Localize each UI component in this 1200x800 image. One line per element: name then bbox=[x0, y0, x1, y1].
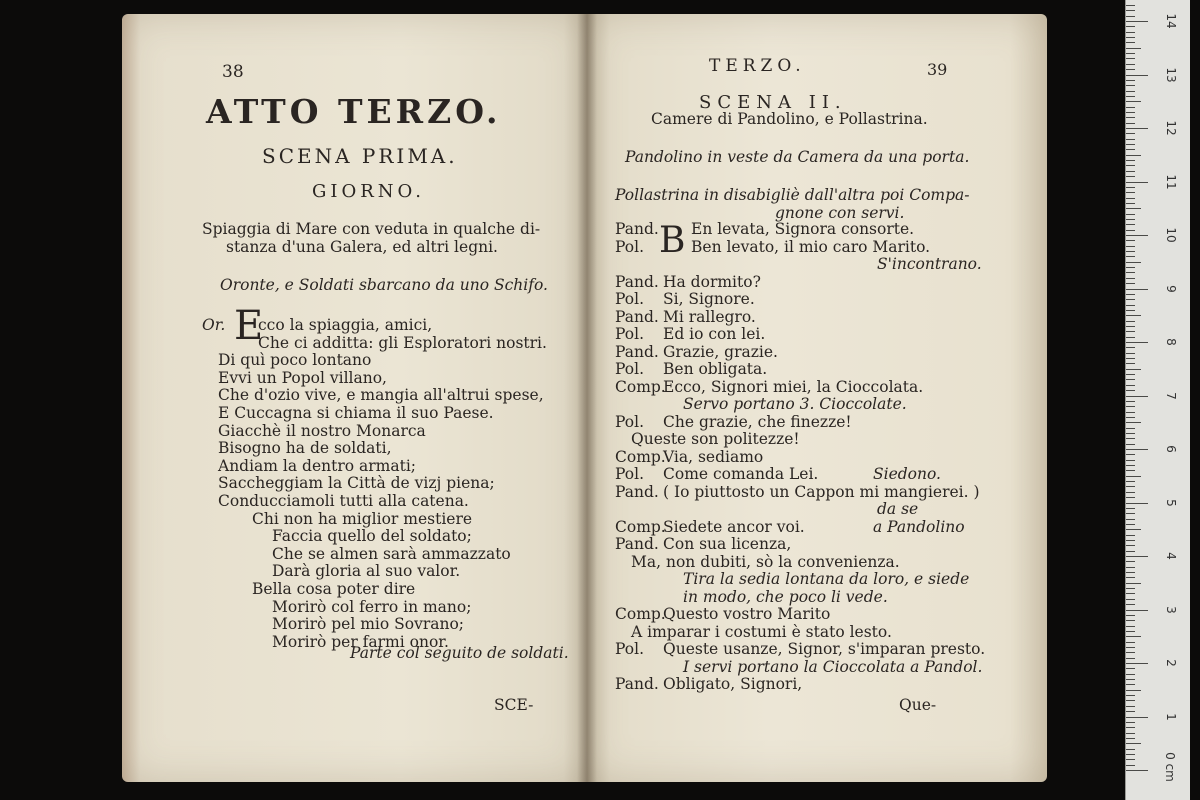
direction-1: Pandolino in veste da Camera da una porta. bbox=[625, 148, 970, 166]
ruler-tick bbox=[1126, 64, 1135, 65]
ruler-tick bbox=[1126, 743, 1141, 744]
ruler-tick bbox=[1126, 192, 1135, 193]
stage-direction: S'incontrano. bbox=[877, 255, 982, 273]
ruler-tick bbox=[1126, 42, 1135, 43]
ruler-number: 13 bbox=[1164, 66, 1178, 83]
ruler-tick bbox=[1126, 460, 1135, 461]
ruler-tick bbox=[1126, 765, 1135, 766]
page-number-right: 39 bbox=[927, 60, 948, 79]
ruler-tick bbox=[1126, 593, 1135, 594]
running-head: TERZO. bbox=[709, 56, 806, 76]
speaker-label: Pand. bbox=[615, 307, 659, 326]
ruler-tick bbox=[1126, 481, 1135, 482]
speaker-label: Pol. bbox=[615, 290, 645, 308]
ruler-tick bbox=[1126, 695, 1135, 696]
ruler-tick bbox=[1126, 577, 1135, 578]
speaker-label: Pand. bbox=[615, 535, 659, 553]
ruler-tick bbox=[1126, 412, 1135, 413]
ruler-tick bbox=[1126, 139, 1135, 140]
ruler-tick bbox=[1126, 652, 1135, 653]
dialogue-line: Queste son politezze! bbox=[631, 430, 800, 448]
ruler-tick bbox=[1126, 117, 1135, 118]
ruler-tick bbox=[1126, 26, 1135, 27]
scene-title: SCENA PRIMA. bbox=[262, 144, 458, 168]
scene-title-right: SCENA II. bbox=[699, 92, 847, 113]
ruler-tick bbox=[1126, 572, 1135, 573]
ruler-number: 14 bbox=[1164, 13, 1178, 29]
dialogue-line: Obligato, Signori, bbox=[663, 675, 803, 693]
ruler-tick bbox=[1126, 551, 1135, 552]
dialogue-line: Ben levato, il mio caro Marito. bbox=[691, 237, 931, 256]
verse-line: Faccia quello del soldato; bbox=[272, 527, 472, 546]
speaker-label: Pand. bbox=[615, 342, 659, 361]
ruler-tick bbox=[1126, 470, 1135, 471]
ruler-tick bbox=[1126, 342, 1148, 343]
speaker-label: Pand. bbox=[615, 220, 659, 238]
dialogue-line: Questo vostro Marito bbox=[663, 605, 831, 623]
ruler-tick bbox=[1126, 588, 1135, 589]
ruler-tick bbox=[1126, 642, 1135, 643]
verse-line: Bella cosa poter dire bbox=[252, 580, 416, 598]
ruler-number: 2 bbox=[1164, 659, 1178, 667]
stage-direction: I servi portano la Cioccolata a Pandol. bbox=[683, 657, 983, 676]
verse-line: Evvi un Popol villano, bbox=[218, 368, 387, 387]
aside-direction: Siedono. bbox=[873, 465, 941, 483]
verse-line: Che se almen sarà ammazzato bbox=[272, 544, 511, 563]
book-gutter bbox=[577, 14, 597, 782]
ruler-tick bbox=[1126, 128, 1148, 129]
speaker-label: Pand. bbox=[615, 675, 659, 693]
ruler-tick bbox=[1126, 476, 1141, 477]
ruler-tick bbox=[1126, 5, 1135, 6]
ruler-tick bbox=[1126, 294, 1135, 295]
ruler-tick bbox=[1126, 107, 1135, 108]
stage-direction: Tira la sedia lontana da loro, e siede bbox=[683, 570, 970, 588]
verse-line: Che d'ozio vive, e mangia all'altrui spese, bbox=[218, 386, 544, 405]
ruler-tick bbox=[1126, 310, 1135, 311]
ruler-tick bbox=[1126, 733, 1135, 734]
ruler-number: 1 bbox=[1164, 712, 1178, 721]
ruler-tick bbox=[1126, 706, 1135, 707]
ruler-tick bbox=[1126, 727, 1135, 728]
stage-direction: Oronte, e Soldati sbarcano da uno Schifo. bbox=[220, 276, 548, 294]
ruler-tick bbox=[1126, 647, 1135, 648]
ruler-tick bbox=[1126, 390, 1135, 391]
speaker-label: Comp. bbox=[615, 517, 666, 536]
setting-line-2: stanza d'una Galera, ed altri legni. bbox=[226, 238, 498, 256]
verse-line: Chi non ha miglior mestiere bbox=[252, 509, 473, 528]
ruler-tick bbox=[1126, 444, 1135, 445]
verse-line: Morirò col ferro in mano; bbox=[272, 597, 472, 616]
ruler-tick bbox=[1126, 465, 1135, 466]
dialogue-line: Siedete ancor voi. bbox=[663, 517, 805, 536]
ruler-tick bbox=[1126, 10, 1135, 11]
dialogue-line: Con sua licenza, bbox=[663, 535, 792, 553]
ruler-tick bbox=[1126, 658, 1135, 659]
dialogue-line: Ed io con lei. bbox=[663, 325, 766, 343]
ruler-tick bbox=[1126, 235, 1148, 236]
ruler-tick bbox=[1126, 85, 1135, 86]
dialogue-line: En levata, Signora consorte. bbox=[691, 220, 915, 238]
speaker-label: Comp. bbox=[615, 605, 666, 623]
ruler-tick bbox=[1126, 738, 1135, 739]
ruler-tick bbox=[1126, 224, 1135, 225]
ruler-number: 6 bbox=[1164, 445, 1178, 453]
verse-line: Di quì poco lontano bbox=[218, 351, 372, 370]
ruler-tick bbox=[1126, 101, 1141, 102]
left-page bbox=[122, 14, 587, 782]
ruler-tick bbox=[1126, 133, 1135, 134]
aside-direction: a Pandolino bbox=[873, 517, 965, 536]
verse-line: Conducciamoli tutti alla catena. bbox=[218, 492, 469, 510]
ruler-tick bbox=[1126, 315, 1141, 316]
ruler-number: 11 bbox=[1164, 173, 1178, 190]
ruler-tick bbox=[1126, 668, 1135, 669]
ruler-tick bbox=[1126, 438, 1135, 439]
ruler-tick bbox=[1126, 289, 1148, 290]
stage-direction: Servo portano 3. Cioccolate. bbox=[683, 395, 907, 413]
ruler-tick bbox=[1126, 545, 1135, 546]
ruler-tick bbox=[1126, 278, 1135, 279]
drop-cap: E bbox=[234, 303, 264, 349]
direction-2-line-1: Pollastrina in disabigliè dall'altra poi Compa- bbox=[615, 186, 970, 204]
ruler-tick bbox=[1126, 770, 1148, 771]
ruler-number: 7 bbox=[1164, 391, 1178, 400]
ruler-tick bbox=[1126, 690, 1141, 691]
ruler-tick bbox=[1126, 535, 1135, 536]
ruler-tick bbox=[1126, 449, 1148, 450]
dialogue-line: Che grazie, che finezze! bbox=[663, 412, 852, 431]
ruler-tick bbox=[1126, 246, 1135, 247]
open-book bbox=[122, 14, 1047, 782]
ruler-number: 9 bbox=[1164, 284, 1178, 293]
dialogue-line: Grazie, grazie. bbox=[663, 342, 778, 361]
ruler-tick bbox=[1126, 91, 1135, 92]
ruler-tick bbox=[1126, 385, 1135, 386]
ruler-tick bbox=[1126, 454, 1135, 455]
exit-direction: Parte col seguito de soldati. bbox=[350, 644, 569, 662]
verse-line: Che ci additta: gli Esploratori nostri. bbox=[258, 333, 547, 352]
ruler-number: 5 bbox=[1164, 498, 1178, 507]
ruler-tick bbox=[1126, 417, 1135, 418]
verse-line: cco la spiaggia, amici, bbox=[258, 316, 433, 334]
ruler-tick bbox=[1126, 684, 1135, 685]
ruler-tick bbox=[1126, 492, 1135, 493]
ruler-number: 4 bbox=[1164, 552, 1178, 560]
speaker-label: Pol. bbox=[615, 465, 645, 483]
setting-right: Camere di Pandolino, e Pollastrina. bbox=[651, 110, 928, 128]
speaker-label: Comp. bbox=[615, 377, 666, 396]
ruler-tick bbox=[1126, 69, 1135, 70]
ruler-tick bbox=[1126, 363, 1135, 364]
dialogue-line: Ha dormito? bbox=[663, 272, 761, 291]
verse-line: Morirò pel mio Sovrano; bbox=[272, 615, 465, 634]
ruler-tick bbox=[1126, 53, 1135, 54]
ruler-tick bbox=[1126, 262, 1141, 263]
catchword-right: Que- bbox=[899, 696, 937, 714]
dialogue-line: Si, Signore. bbox=[663, 290, 755, 308]
stage-direction: da se bbox=[877, 500, 919, 518]
ruler-tick bbox=[1126, 230, 1135, 231]
dialogue-line: ( Io piuttosto un Cappon mi mangierei. ) bbox=[663, 482, 980, 501]
ruler-tick bbox=[1126, 610, 1148, 611]
dialogue-line: Queste usanze, Signor, s'imparan presto. bbox=[663, 640, 986, 658]
drop-cap-right: B bbox=[659, 220, 686, 261]
ruler-tick bbox=[1126, 358, 1135, 359]
ruler-tick bbox=[1126, 540, 1135, 541]
ruler-tick bbox=[1126, 401, 1135, 402]
stage-direction: in modo, che poco li vede. bbox=[683, 587, 888, 606]
ruler-tick bbox=[1126, 251, 1135, 252]
right-page bbox=[587, 14, 1047, 782]
ruler-tick bbox=[1126, 182, 1148, 183]
ruler-tick bbox=[1126, 214, 1135, 215]
ruler-tick bbox=[1126, 529, 1141, 530]
verse-line: Darà gloria al suo valor. bbox=[272, 562, 461, 581]
page-number-left: 38 bbox=[222, 62, 244, 82]
ruler-tick bbox=[1126, 556, 1148, 557]
direction-2-line-2: gnone con servi. bbox=[775, 204, 905, 222]
ruler-tick bbox=[1126, 80, 1135, 81]
ruler-tick bbox=[1126, 240, 1135, 241]
ruler-tick bbox=[1126, 379, 1135, 380]
ruler-tick bbox=[1126, 160, 1135, 161]
ruler-tick bbox=[1126, 96, 1135, 97]
ruler-tick bbox=[1126, 305, 1135, 306]
ruler-tick bbox=[1126, 326, 1135, 327]
ruler-tick bbox=[1126, 272, 1135, 273]
act-title: ATTO TERZO. bbox=[206, 92, 502, 131]
ruler-tick bbox=[1126, 754, 1135, 755]
ruler-tick bbox=[1126, 620, 1135, 621]
ruler-tick bbox=[1126, 561, 1135, 562]
ruler-tick bbox=[1126, 75, 1148, 76]
ruler-tick bbox=[1126, 58, 1135, 59]
ruler-tick bbox=[1126, 208, 1141, 209]
ruler-tick bbox=[1126, 16, 1135, 17]
ruler-tick bbox=[1126, 700, 1135, 701]
ruler-tick bbox=[1126, 267, 1135, 268]
ruler-tick bbox=[1126, 369, 1141, 370]
ruler-tick bbox=[1126, 583, 1141, 584]
dialogue-line: Come comanda Lei. bbox=[663, 465, 819, 483]
speaker-label: Pol. bbox=[615, 640, 645, 658]
ruler-tick bbox=[1126, 149, 1135, 150]
ruler-tick bbox=[1126, 631, 1135, 632]
ruler-tick bbox=[1126, 347, 1135, 348]
ruler-tick bbox=[1126, 679, 1135, 680]
ruler-tick bbox=[1126, 155, 1141, 156]
ruler-tick bbox=[1126, 615, 1135, 616]
verse-line: Giacchè il nostro Monarca bbox=[218, 421, 426, 440]
ruler-tick bbox=[1126, 749, 1135, 750]
ruler-tick bbox=[1126, 353, 1135, 354]
ruler-tick bbox=[1126, 256, 1135, 257]
ruler-tick bbox=[1126, 374, 1135, 375]
ruler-tick bbox=[1126, 331, 1135, 332]
speaker-label: Pol. bbox=[615, 237, 645, 256]
speaker-label: Pand. bbox=[615, 272, 659, 291]
ruler-number: 3 bbox=[1164, 605, 1178, 614]
ruler-tick bbox=[1126, 759, 1135, 760]
ruler-tick bbox=[1126, 674, 1135, 675]
ruler-tick bbox=[1126, 171, 1135, 172]
speaker-label: Pol. bbox=[615, 360, 645, 378]
ruler-tick bbox=[1126, 187, 1135, 188]
ruler-tick bbox=[1126, 144, 1135, 145]
dialogue-line: Mi rallegro. bbox=[663, 307, 756, 326]
catchword-left: SCE- bbox=[494, 696, 534, 714]
ruler-tick bbox=[1126, 519, 1135, 520]
ruler-tick bbox=[1126, 203, 1135, 204]
dialogue-line: Via, sediamo bbox=[663, 447, 764, 466]
ruler-tick bbox=[1126, 508, 1135, 509]
dialogue-line: Ma, non dubiti, sò la convenienza. bbox=[631, 552, 900, 571]
ruler-unit-label: 0 cm bbox=[1163, 752, 1177, 782]
ruler-tick bbox=[1126, 626, 1135, 627]
ruler-tick bbox=[1126, 396, 1148, 397]
ruler-tick bbox=[1126, 604, 1135, 605]
dialogue-line: Ben obligata. bbox=[663, 360, 768, 378]
ruler-tick bbox=[1126, 636, 1141, 637]
speaker-label: Pand. bbox=[615, 482, 659, 501]
verse-line: Morirò per farmi onor. bbox=[272, 632, 449, 651]
ruler-tick bbox=[1126, 599, 1135, 600]
measurement-ruler bbox=[1125, 0, 1190, 800]
verse-line: Andiam la dentro armati; bbox=[218, 456, 417, 475]
ruler-tick bbox=[1126, 283, 1135, 284]
ruler-tick bbox=[1126, 406, 1135, 407]
ruler-tick bbox=[1126, 433, 1135, 434]
verse-line: Bisogno ha de soldati, bbox=[218, 439, 392, 458]
ruler-tick bbox=[1126, 219, 1135, 220]
ruler-number: 10 bbox=[1164, 227, 1178, 243]
dialogue-line: A imparar i costumi è stato lesto. bbox=[631, 622, 892, 641]
ruler-tick bbox=[1126, 32, 1135, 33]
ruler-tick bbox=[1126, 422, 1141, 423]
ruler-tick bbox=[1126, 428, 1135, 429]
ruler-number: 12 bbox=[1164, 120, 1178, 136]
dialogue-line: Ecco, Signori miei, la Cioccolata. bbox=[663, 377, 924, 396]
verse-line: Saccheggiam la Città de vizj piena; bbox=[218, 474, 495, 493]
ruler-tick bbox=[1126, 165, 1135, 166]
ruler-tick bbox=[1126, 663, 1148, 664]
ruler-tick bbox=[1126, 337, 1135, 338]
speaker-label: Pol. bbox=[615, 412, 645, 431]
ruler-tick bbox=[1126, 503, 1148, 504]
setting-line-1: Spiaggia di Mare con veduta in qualche di- bbox=[202, 220, 541, 238]
ruler-tick bbox=[1126, 711, 1135, 712]
ruler-tick bbox=[1126, 112, 1135, 113]
ruler-tick bbox=[1126, 524, 1135, 525]
verse-line: E Cuccagna si chiama il suo Paese. bbox=[218, 404, 494, 422]
ruler-tick bbox=[1126, 176, 1135, 177]
time-heading: GIORNO. bbox=[312, 181, 425, 202]
ruler-tick bbox=[1126, 21, 1148, 22]
ruler-number: 8 bbox=[1164, 338, 1178, 346]
ruler-tick bbox=[1126, 486, 1135, 487]
ruler-tick bbox=[1126, 717, 1148, 718]
ruler-tick bbox=[1126, 299, 1135, 300]
speaker-label: Comp. bbox=[615, 447, 666, 466]
ruler-tick bbox=[1126, 497, 1135, 498]
ruler-tick bbox=[1126, 37, 1135, 38]
ruler-tick bbox=[1126, 198, 1135, 199]
speaker-label: Pol. bbox=[615, 325, 645, 343]
speaker-label: Or. bbox=[202, 316, 226, 334]
ruler-tick bbox=[1126, 321, 1135, 322]
ruler-tick bbox=[1126, 567, 1135, 568]
ruler-tick bbox=[1126, 48, 1141, 49]
ruler-tick bbox=[1126, 722, 1135, 723]
ruler-tick bbox=[1126, 513, 1135, 514]
ruler-tick bbox=[1126, 123, 1135, 124]
